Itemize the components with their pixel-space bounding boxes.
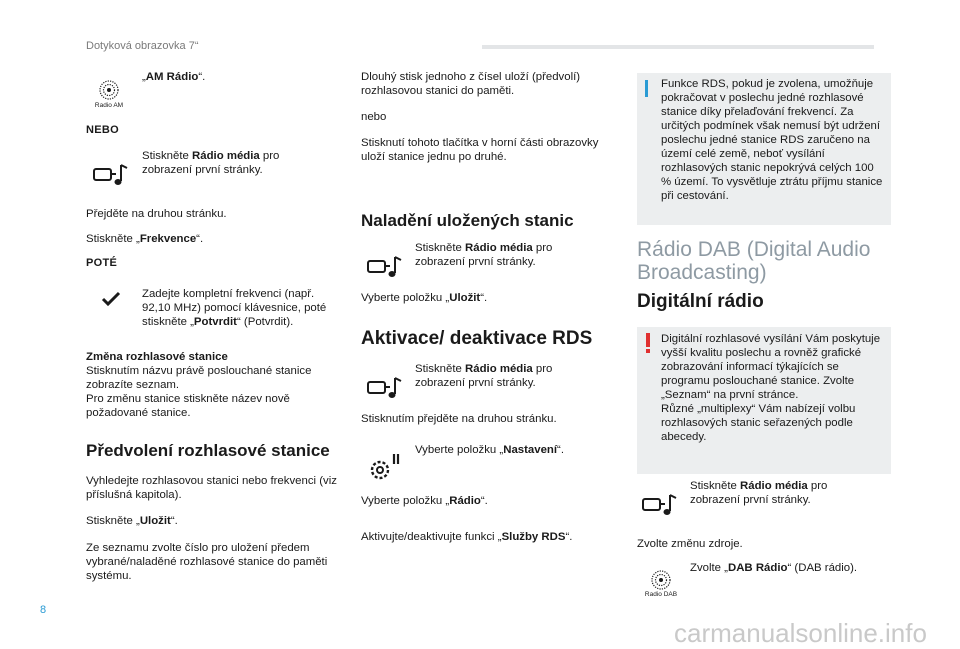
preset-select-text: Ze seznamu zvolte číslo pro uložení předem vybrané/naladěné rozhlasové stanice do paměti systému. — [86, 542, 328, 582]
radio-media-icon — [641, 491, 679, 519]
go-page-two-text: Přejděte na druhou stránku. — [86, 208, 227, 220]
warning-icon — [646, 333, 650, 347]
header-rule — [482, 45, 874, 49]
warning-text: Digitální rozhlasové vysílání Vám poskytuje vyšší kvalitu poslechu a rovněž grafické zobrazování informací týkajících se programu poslouchané stanice. Zvolte „Seznam“ na první stránce. Různé „multiplexy“ Vám nabízejí volbu rozhlasových stanic seřazených podle abecedy. — [661, 333, 881, 443]
pote-label: POTÉ — [86, 257, 118, 269]
rds-services-text: Aktivujte/deaktivujte funkci „Služby RDS“. — [361, 531, 573, 543]
settings-icon — [366, 452, 406, 484]
change-station-block — [86, 350, 346, 420]
am-radio-text: „AM Rádio“. — [142, 71, 206, 83]
radio-dab-icon — [643, 569, 679, 598]
select-save-text: Vyberte položku „Uložit“. — [361, 292, 488, 304]
preset-search-text: Vyhledejte rozhlasovou stanici nebo frekvenci (viz příslušná kapitola). — [86, 475, 337, 501]
media-text-1: Stiskněte Rádio média pro zobrazení první stránky. — [142, 150, 280, 176]
change-source-text: Zvolte změnu zdroje. — [637, 538, 743, 550]
radio-media-icon — [366, 374, 404, 402]
save-text: Stiskněte „Uložit“. — [86, 515, 178, 527]
rds-heading: Aktivace/ deaktivace RDS — [361, 328, 593, 349]
radio-am-icon — [91, 78, 127, 109]
media-text-4: Stiskněte Rádio média pro zobrazení první stránky. — [690, 480, 828, 506]
top-press-text: Stisknutí tohoto tlačítka v horní části obrazovky uloží stanice jednu po druhé. — [361, 137, 599, 163]
long-press-text: Dlouhý stisk jednoho z čísel uloží (předvolí) rozhlasovou stanici do paměti. — [361, 71, 581, 97]
frequency-text: Stiskněte „Frekvence“. — [86, 233, 204, 245]
enter-frequency-text: Zadejte kompletní frekvenci (např. 92,10 MHz) pomocí klávesnice, poté stiskněte „Potvrdit“ (Potvrdit). — [142, 288, 327, 328]
tune-heading: Naladění uložených stanic — [361, 211, 574, 230]
page-number: 8 — [40, 604, 47, 616]
radio-media-icon — [366, 253, 404, 281]
digital-radio-heading: Digitální rádio — [637, 291, 764, 312]
radio-am-caption-text: Radio AM — [94, 102, 124, 109]
dab-radio-text: Zvolte „DAB Rádio“ (DAB rádio). — [690, 562, 858, 574]
select-radio-text: Vyberte položku „Rádio“. — [361, 495, 488, 507]
running-header: Dotyková obrazovka 7“ — [86, 40, 199, 52]
change-station-line2: Pro změnu stanice stiskněte název nově požadované stanice. — [86, 393, 290, 419]
nebo-text: nebo — [361, 111, 387, 123]
media-text-2: Stiskněte Rádio média pro zobrazení první stránky. — [415, 242, 553, 268]
radio-media-icon — [92, 161, 130, 189]
dab-title: Rádio DAB (Digital Audio Broadcasting) — [637, 238, 871, 284]
radio-dab-caption: Radio DAB — [644, 591, 678, 598]
change-station-line1: Stisknutím názvu právě poslouchané stanice zobrazíte seznam. — [86, 365, 312, 391]
info-text: Funkce RDS, pokud je zvolena, umožňuje pokračovat v poslechu jedné rozhlasové stanice díky přelaďování frekvencí. Za určitých podmínek však nemusí být udržení poslechu jedné stanice RDS zaručeno na území celé země, neboť vysílání rozhlasových stanic nepokrývá celých 100 % území. To vysvětluje ztrátu příjmu stanice při cestování. — [661, 78, 883, 202]
media-text-3: Stiskněte Rádio média pro zobrazení první stránky. — [415, 363, 553, 389]
checkmark-icon — [101, 291, 121, 307]
nebo-label: NEBO — [86, 124, 119, 136]
info-icon — [645, 80, 648, 97]
change-station-title: Změna rozhlasové stanice — [86, 351, 228, 363]
rds-page-two-text: Stisknutím přejděte na druhou stránku. — [361, 413, 557, 425]
warning-icon-dot — [646, 349, 650, 353]
preset-heading: Předvolení rozhlasové stanice — [86, 441, 330, 460]
settings-text: Vyberte položku „Nastavení“. — [415, 444, 565, 456]
watermark: carmanualsonline.info — [674, 618, 927, 648]
